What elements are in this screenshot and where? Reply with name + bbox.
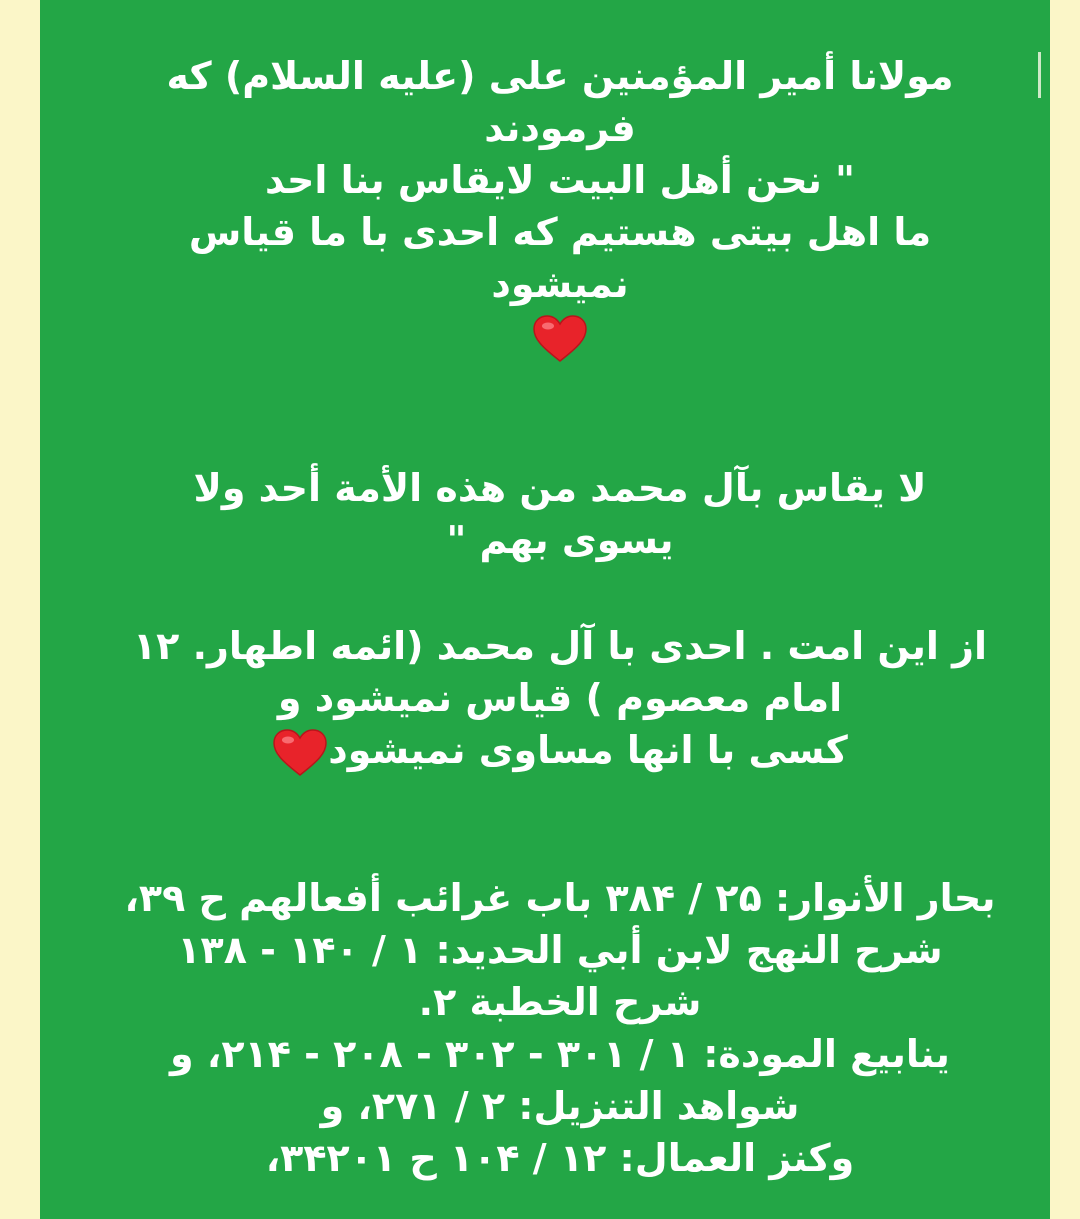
source-line: وكنز العمال: ۱۲ / ۱۰۴ ح ۳۴۲۰۱،	[265, 1136, 855, 1180]
source-line: شرح النهج لابن أبي الحديد: ۱ / ۱۴۰ - ۱۳۸	[177, 928, 943, 972]
intro-line: نمیشود	[491, 262, 629, 306]
source-line: ينابيع المودة: ۱ / ۳۰۱ - ۳۰۲ - ۲۰۸ - ۲۱۴، و	[170, 1032, 950, 1076]
right-margin	[1050, 0, 1080, 1219]
text-cursor	[1038, 52, 1041, 98]
intro-line: مولانا أمير المؤمنين علی (علیه السلام) که	[166, 54, 954, 98]
intro-line: " نحن أهل البيت لايقاس بنا احد	[265, 158, 855, 202]
hadith-line: لا يقاس بآل محمد من هذه الأمة أحد ولا	[193, 466, 927, 510]
intro-line: فرمودند	[484, 106, 636, 150]
source-line: شواهد التنزيل: ۲ / ۲۷۱، و	[320, 1084, 800, 1128]
green-card	[40, 0, 1050, 1219]
red-heart-icon	[272, 729, 328, 777]
red-heart-icon	[532, 315, 588, 363]
translation-line: از این امت . احدی با آل محمد (ائمه اطهار. ۱۲	[132, 624, 988, 668]
source-line: شرح الخطبة ۲.	[418, 980, 702, 1024]
translation-line-text: کسی با انها مساوی نمیشود	[328, 728, 848, 772]
translation-block	[110, 620, 1010, 777]
sources-block	[110, 872, 1010, 1184]
hadith-block	[110, 462, 1010, 566]
intro-line: ما اهل بيتی هستيم که احدی با ما قیاس	[188, 210, 932, 254]
source-line: بحار الأنوار: ۲۵ / ۳۸۴ باب غرائب أفعالهم ح ۳۹،	[124, 876, 996, 920]
intro-block	[110, 50, 1010, 363]
translation-line	[110, 724, 1010, 777]
heart-line	[110, 310, 1010, 363]
translation-line: امام معصوم ) قیاس نمیشود و	[277, 676, 843, 720]
hadith-line: يسوى بهم "	[446, 518, 674, 562]
